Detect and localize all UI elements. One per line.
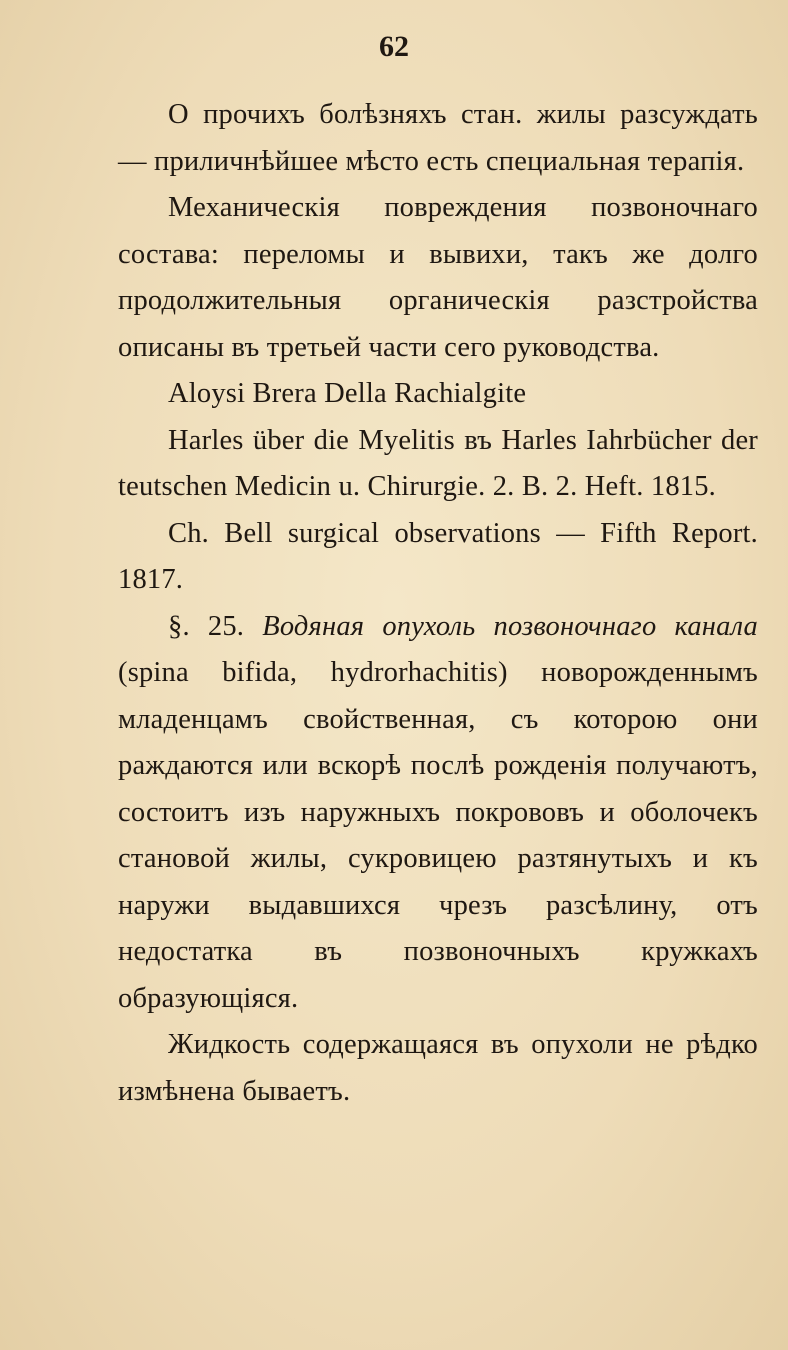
paragraph-other-diseases: О прочихъ болѣзняхъ стан. жилы разсуждать — приличнѣйшее мѣсто есть специальная терапія. [118, 99, 758, 177]
page-body [118, 92, 758, 1115]
reference-brera: Aloysi Brera Della Rachialgite [168, 378, 527, 409]
reference-harles: Harles über die Myelitis въ Harles Iahrbücher der teutschen Medicin u. Chirurgie. 2. B. 2. Heft. 1815. [118, 424, 758, 502]
paragraph-mechanical-injuries: Механическія повреждения позвоночнаго состава: переломы и вывихи, такъ же долго продолжительныя органическія разстройства описаны въ третьей части сего руководства. [118, 192, 758, 363]
paragraph-fluid: Жидкость содержащаяся въ опухоли не рѣдко измѣнена бываетъ. [118, 1029, 758, 1107]
section-25-paragraph [118, 604, 758, 1023]
section-title: Водяная опухоль позвоночнаго канала [262, 610, 759, 642]
section-body: (spina bifida, hydrorhachitis) новорожденнымъ младенцамъ свойственная, съ которою они раждаются или вскорѣ послѣ рожденія получаютъ, состоитъ изъ наружныхъ покрововъ и оболочекъ становой жилы, сукровицею разтянутыхъ и къ наружи выдавшихся чрезъ разсѣлину, отъ недостатка въ позвоночныхъ кружкахъ образующіяся. [118, 657, 758, 1014]
page-number: 62 [379, 30, 409, 63]
section-number: §. 25. [168, 610, 245, 642]
reference-bell: Ch. Bell surgical observations — Fifth Report. 1817. [118, 517, 758, 595]
